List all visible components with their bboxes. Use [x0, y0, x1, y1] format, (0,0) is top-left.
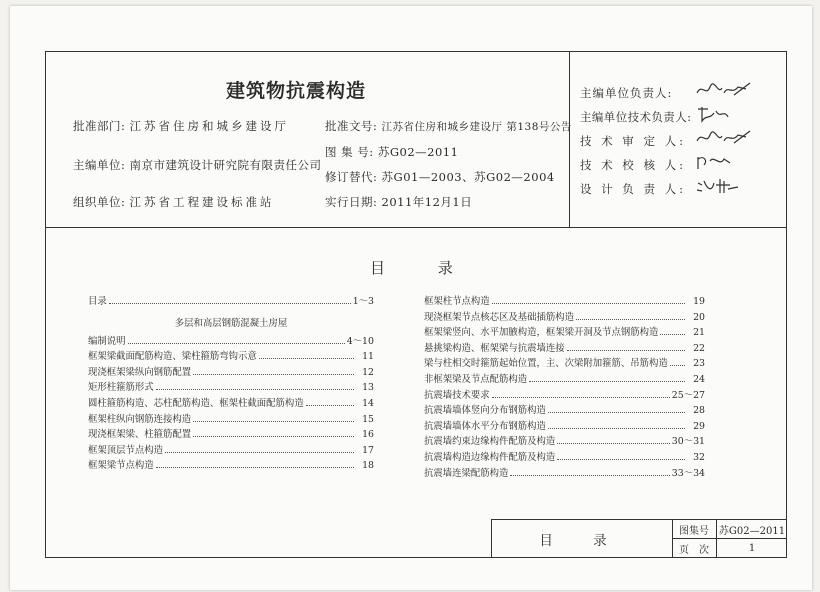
toc-entry-page: 12 — [362, 366, 374, 378]
toc-leader-dots — [557, 451, 685, 460]
approvals-block — [569, 52, 787, 227]
toc-section-heading: 多层和高层钢筋混凝土房屋 — [174, 317, 288, 329]
toc-entry-title: 现浇框架节点核芯区及基础插筋构造 — [424, 311, 575, 323]
page-number-label: 页 次 — [672, 539, 717, 558]
header-block — [46, 52, 786, 228]
field-label: 图 集 号: — [325, 145, 374, 159]
toc-entry-page: 28 — [693, 405, 705, 417]
signature-technical-lead — [694, 103, 734, 125]
toc-entry[interactable] — [88, 293, 374, 309]
toc-entry[interactable] — [88, 348, 374, 364]
toc-entry[interactable] — [88, 379, 374, 395]
title-block — [491, 519, 787, 558]
field-label: 修订替代: — [325, 170, 378, 184]
toc-entry-title: 圆柱箍筋构造、芯柱配筋构造、框架柱截面配筋构造 — [88, 397, 304, 409]
field-label: 组织单位: — [73, 195, 126, 209]
approver-technical-checker: 技 术 校 核 人: — [580, 158, 686, 172]
field-label: 实行日期: — [325, 195, 378, 209]
toc-entry[interactable] — [424, 433, 705, 449]
toc-entry-title: 抗震墙约束边缘构件配筋及构造 — [424, 436, 556, 448]
toc-entry[interactable] — [424, 371, 705, 387]
toc-entry-title: 抗震墙构造边缘构件配筋及构造 — [424, 451, 556, 463]
toc-entry-title: 抗震墙连梁配筋构造 — [424, 467, 509, 479]
toc-entry[interactable] — [424, 387, 705, 403]
toc-entry-page: 33～34 — [671, 467, 705, 479]
toc-entry-title: 框架顶层节点构造 — [88, 444, 164, 456]
toc-leader-dots — [670, 357, 685, 366]
chief-editor-unit — [73, 157, 322, 173]
toc-leader-dots — [548, 404, 685, 413]
toc-entry[interactable] — [88, 426, 374, 442]
field-value: 江苏省工程建设标准站 — [129, 195, 275, 209]
toc-leader-dots — [156, 459, 354, 468]
toc-entry-page: 21 — [693, 327, 705, 339]
approver-technical-reviewer: 技 术 审 定 人: — [580, 134, 686, 148]
approver-chief-editor: 主编单位负责人: — [580, 86, 673, 100]
field-value: 南京市建筑设计研究院有限责任公司 — [129, 158, 322, 172]
toc-entry-title: 框架柱节点构造 — [424, 296, 490, 307]
toc-entry-title: 框架梁竖向、水平加腋构造，框架梁开洞及节点钢筋构造 — [424, 327, 659, 339]
field-label: 批准部门: — [73, 119, 126, 133]
toc-entry-page: 17 — [362, 444, 374, 456]
toc-entry-title: 现浇框架梁、柱箍筋配置 — [88, 429, 192, 441]
toc-entry-page: 14 — [362, 397, 374, 409]
toc-leader-dots — [193, 413, 354, 422]
toc-entry[interactable] — [88, 411, 374, 427]
effective-date — [325, 194, 472, 210]
toc-entry-page: 4～10 — [346, 335, 374, 347]
toc-entry-page: 11 — [362, 351, 374, 363]
toc-leader-dots — [548, 420, 685, 429]
toc-leader-dots — [660, 326, 685, 335]
toc-entry-title: 框架梁节点构造 — [88, 460, 154, 472]
toc-leader-dots — [557, 435, 670, 444]
toc-entry-page: 18 — [362, 460, 374, 472]
toc-entry-page: 29 — [693, 420, 705, 432]
toc-entry-title: 矩形柱箍筋形式 — [88, 382, 154, 394]
toc-entry-page: 16 — [362, 429, 374, 441]
toc-entry-title: 抗震墙墙体竖向分布钢筋构造 — [424, 405, 546, 417]
approval-document-number — [325, 118, 572, 134]
toc-right-column — [424, 293, 705, 480]
toc-entry-page: 19 — [693, 296, 705, 307]
toc-leader-dots — [156, 381, 354, 390]
toc-leader-dots — [492, 389, 670, 398]
toc-entry-title: 抗震墙技术要求 — [424, 389, 490, 401]
toc-entry-title: 梁与柱相交时箍筋起始位置，主、次梁附加箍筋、吊筋构造 — [424, 358, 668, 370]
title-block-title: 目 录 — [492, 520, 673, 558]
toc-leader-dots — [510, 467, 669, 476]
toc-leader-dots — [567, 342, 685, 351]
toc-entry-page: 25～27 — [671, 389, 705, 401]
toc-leader-dots — [529, 373, 685, 382]
toc-entry-title: 框架梁截面配筋构造、梁柱箍筋弯钩示意 — [88, 351, 257, 363]
toc-left-column — [88, 293, 374, 473]
organizing-unit — [73, 194, 275, 210]
approver-design-lead: 设 计 负 责 人: — [580, 182, 686, 196]
toc-leader-dots — [306, 397, 354, 406]
toc-entry[interactable] — [424, 355, 705, 371]
toc-entry[interactable] — [424, 340, 705, 356]
toc-entry-page: 20 — [693, 311, 705, 323]
revision-replacement — [325, 169, 555, 185]
field-value: 江苏省住房和城乡建设厅 — [129, 119, 290, 133]
toc-entry[interactable] — [424, 324, 705, 340]
toc-entry-title: 现浇框架梁纵向钢筋配置 — [88, 366, 192, 378]
toc-leader-dots — [193, 366, 354, 375]
toc-leader-dots — [109, 295, 351, 304]
field-value: 苏G01—2003、苏G02—2004 — [381, 170, 555, 184]
toc-entry-page: 32 — [693, 451, 705, 463]
toc-entry[interactable] — [88, 442, 374, 458]
toc-entry-title: 悬挑梁构造、框架梁与抗震墙连接 — [424, 342, 565, 354]
toc-leader-dots — [128, 335, 345, 344]
toc-entry[interactable] — [424, 449, 705, 465]
toc-leader-dots — [576, 311, 685, 320]
toc-entry-title: 框架柱纵向钢筋连接构造 — [88, 413, 192, 425]
toc-entry-page: 1～3 — [352, 296, 374, 307]
toc-entry[interactable] — [424, 402, 705, 418]
toc-leader-dots — [492, 295, 685, 304]
toc-entry[interactable] — [88, 457, 374, 473]
signature-technical-reviewer — [694, 127, 754, 149]
toc-entry[interactable] — [424, 465, 705, 481]
toc-entry-page: 22 — [693, 342, 705, 354]
toc-entry[interactable] — [88, 364, 374, 380]
toc-entry[interactable] — [88, 395, 374, 411]
toc-entry[interactable] — [424, 418, 705, 434]
toc-entry-page: 15 — [362, 413, 374, 425]
toc-entry-title: 编制说明 — [88, 335, 126, 347]
toc-entry[interactable] — [424, 309, 705, 325]
toc-entry-title: 抗震墙墙体水平分布钢筋构造 — [424, 420, 546, 432]
field-value: 江苏省住房和城乡建设厅 第138号公告 — [381, 121, 572, 133]
toc-entry-title: 非框架梁及节点配筋构造 — [424, 373, 528, 385]
toc-leader-dots — [259, 350, 354, 359]
field-label: 主编单位: — [73, 158, 126, 172]
field-value: 苏G02—2011 — [377, 145, 459, 159]
approval-department — [73, 118, 289, 134]
toc-entry-page: 24 — [693, 373, 705, 385]
drawing-sheet — [10, 6, 812, 590]
atlas-number-value: 苏G02—2011 — [717, 520, 787, 539]
toc-entry-title: 目录 — [88, 296, 107, 307]
toc-leader-dots — [193, 428, 354, 437]
signature-technical-checker — [694, 151, 734, 173]
atlas-number-label: 图集号 — [672, 520, 717, 539]
field-value: 2011年12月1日 — [381, 195, 473, 209]
field-label: 批准文号: — [325, 119, 378, 133]
toc-title: 目 录 — [370, 259, 477, 277]
signature-design-lead — [694, 175, 744, 197]
toc-leader-dots — [165, 444, 354, 453]
signature-chief-editor — [694, 79, 754, 101]
toc-entry[interactable] — [424, 293, 705, 309]
drawing-frame — [45, 51, 787, 558]
atlas-number — [325, 144, 458, 160]
toc-entry-page: 23 — [693, 358, 705, 370]
approver-technical-lead: 主编单位技术负责人: — [580, 110, 692, 124]
toc-entry[interactable] — [88, 333, 374, 349]
toc-entry-page: 13 — [362, 382, 374, 394]
document-title: 建筑物抗震构造 — [226, 80, 367, 102]
toc-entry-page: 30～31 — [671, 436, 705, 448]
page-number-value: 1 — [748, 543, 756, 554]
